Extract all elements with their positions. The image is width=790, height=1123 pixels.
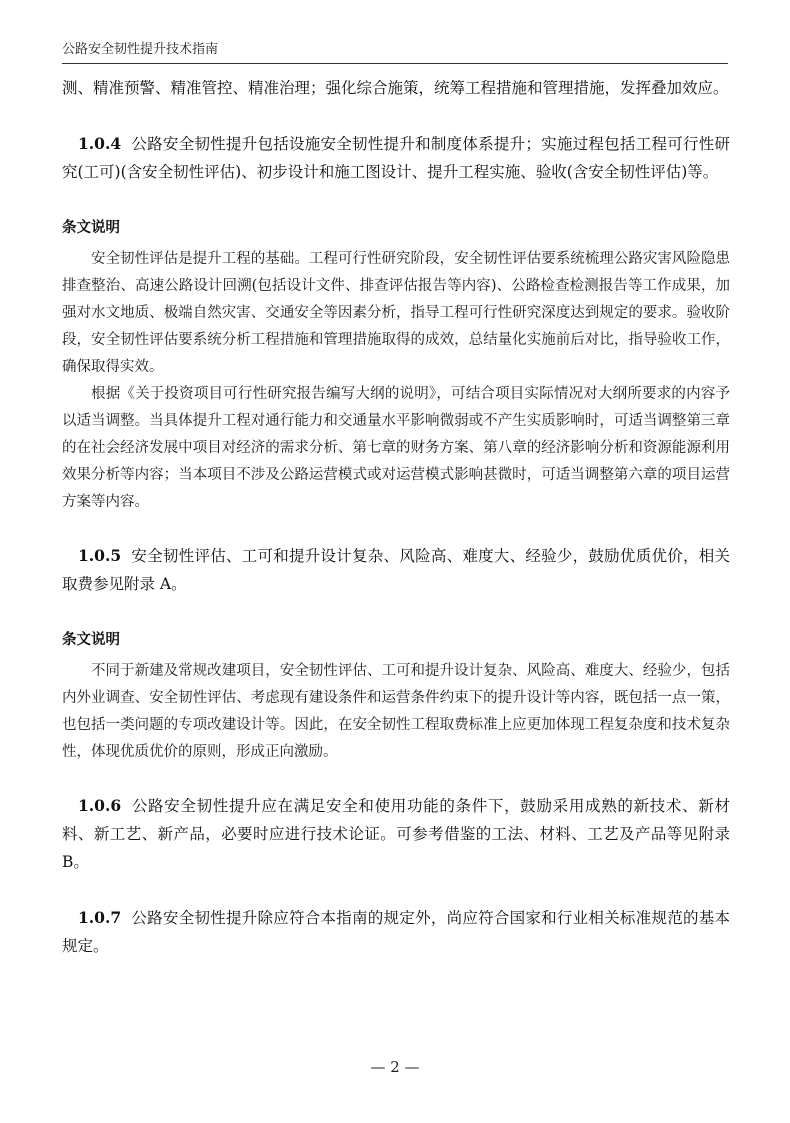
page-body <box>62 74 730 988</box>
clause-text: 公路安全韧性提升除应符合本指南的规定外，尚应符合国家和行业相关标准规范的基本规定。 <box>62 909 730 955</box>
clause-1-0-6 <box>62 792 730 876</box>
page-number: — 2 — <box>370 1058 420 1076</box>
explanation-heading: 条文说明 <box>62 632 120 648</box>
explanation-block <box>62 214 730 516</box>
explanation-block <box>62 626 730 766</box>
clause-number: 1.0.4 <box>78 134 122 153</box>
clause-number: 1.0.7 <box>78 908 122 927</box>
clause-number: 1.0.5 <box>78 546 122 565</box>
intro-paragraph: 测、精准预警、精准管控、精准治理；强化综合施策，统筹工程措施和管理措施，发挥叠加效应。 <box>62 79 729 97</box>
clause-1-0-5 <box>62 542 730 598</box>
running-header <box>62 38 728 64</box>
clause-text: 公路安全韧性提升应在满足安全和使用功能的条件下，鼓励采用成熟的新技术、新材料、新工艺、新产品，必要时应进行技术论证。可参考借鉴的工法、材料、工艺及产品等见附录 B。 <box>62 797 730 871</box>
clause-text: 安全韧性评估、工可和提升设计复杂、风险高、难度大、经验少，鼓励优质优价，相关取费参见附录 A。 <box>62 547 730 593</box>
explanation-paragraph: 安全韧性评估是提升工程的基础。工程可行性研究阶段，安全韧性评估要系统梳理公路灾害风险隐患排查整治、高速公路设计回溯(包括设计文件、排查评估报告等内容)、公路检查检测报告等工作成果，加强对水文地质、极端自然灾害、交通安全等因素分析，指导工程可行性研究深度达到规定的要求。验收阶段，安全韧性评估要系统分析工程措施和管理措施取得的成效，总结量化实施前后对比，指导验收工作，确保取得实效。 <box>62 251 730 375</box>
explanation-heading: 条文说明 <box>62 220 120 236</box>
clause-number: 1.0.6 <box>78 796 122 815</box>
explanation-paragraph: 不同于新建及常规改建项目，安全韧性评估、工可和提升设计复杂、风险高、难度大、经验少，包括内外业调查、安全韧性评估、考虑现有建设条件和运营条件约束下的提升设计等内容，既包括一点一策，也包括一类问题的专项改建设计等。因此，在安全韧性工程取费标准上应更加体现工程复杂度和技术复杂性，体现优质优价的原则，形成正向激励。 <box>62 663 730 760</box>
clause-1-0-4 <box>62 130 730 186</box>
clause-text: 公路安全韧性提升包括设施安全韧性提升和制度体系提升；实施过程包括工程可行性研究(工可)(含安全韧性评估)、初步设计和施工图设计、提升工程实施、验收(含安全韧性评估)等。 <box>62 135 730 181</box>
explanation-paragraph: 根据《关于投资项目可行性研究报告编写大纲的说明》，可结合项目实际情况对大纲所要求的内容予以适当调整。当具体提升工程对通行能力和交通量水平影响微弱或不产生实质影响时，可适当调整第三章的在社会经济发展中项目对经济的需求分析、第七章的财务方案、第八章的经济影响分析和资源能源利用效果分析等内容；当本项目不涉及公路运营模式或对运营模式影响甚微时，可适当调整第六章的项目运营方案等内容。 <box>62 386 730 510</box>
clause-1-0-7 <box>62 904 730 960</box>
header-title: 公路安全韧性提升技术指南 <box>62 42 219 57</box>
